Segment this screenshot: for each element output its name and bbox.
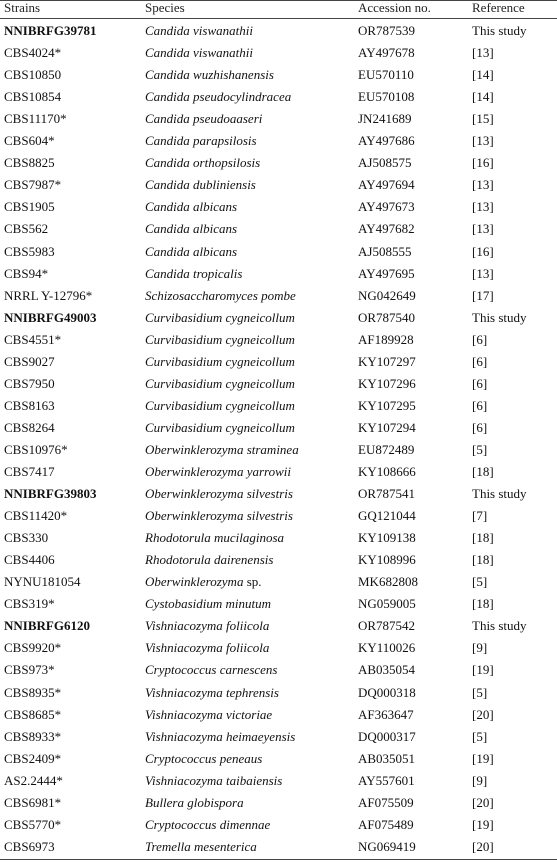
header-species: Species xyxy=(145,0,185,15)
reference-cell: This study xyxy=(472,618,527,634)
table-row xyxy=(0,770,557,792)
table-row xyxy=(0,637,557,659)
accession-cell: AY497673 xyxy=(358,199,415,215)
reference-cell: [18] xyxy=(472,596,494,612)
reference-cell: [16] xyxy=(472,243,494,259)
strain-cell: CBS8825 xyxy=(4,155,55,171)
accession-cell: AF075509 xyxy=(358,794,414,810)
table-row xyxy=(0,307,557,329)
species-name: Cystobasidium minutum xyxy=(145,596,272,612)
strain-cell: CBS8264 xyxy=(4,419,55,435)
species-name: Candida parapsilosis xyxy=(145,133,257,149)
strain-cell: CBS319* xyxy=(4,596,55,612)
reference-cell: [5] xyxy=(472,728,488,744)
reference-cell: [13] xyxy=(472,133,494,149)
species-name: Cryptococcus carnescens xyxy=(145,662,278,678)
species-cell xyxy=(145,329,357,351)
species-cell xyxy=(145,108,357,130)
table-header-rule xyxy=(0,18,557,19)
accession-cell: AJ508575 xyxy=(358,155,412,171)
accession-cell: AY557601 xyxy=(358,772,415,788)
reference-cell: [6] xyxy=(472,353,488,369)
species-cell xyxy=(145,637,357,659)
reference-cell: [13] xyxy=(472,45,494,61)
reference-cell: [20] xyxy=(472,794,494,810)
reference-cell: [13] xyxy=(472,177,494,193)
strain-cell: NNIBRFG39803 xyxy=(4,486,97,502)
strain-cell: CBS330 xyxy=(4,530,49,546)
table-row xyxy=(0,108,557,130)
species-name: Curvibasidium cygneicollum xyxy=(145,397,295,413)
species-name: Rhodotorula dairenensis xyxy=(145,552,274,568)
strain-cell: CBS1905 xyxy=(4,199,55,215)
species-name: Curvibasidium cygneicollum xyxy=(145,375,295,391)
species-cell xyxy=(145,505,357,527)
species-cell xyxy=(145,726,357,748)
table-row xyxy=(0,395,557,417)
accession-cell: EU570108 xyxy=(358,89,415,105)
species-name: Candida orthopsilosis xyxy=(145,155,261,171)
strain-cell: CBS8933* xyxy=(4,728,62,744)
species-name: Rhodotorula mucilaginosa xyxy=(145,530,285,546)
accession-cell: KY107294 xyxy=(358,419,416,435)
table-row xyxy=(0,417,557,439)
reference-cell: [5] xyxy=(472,574,488,590)
accession-cell: AY497678 xyxy=(358,45,415,61)
species-cell xyxy=(145,682,357,704)
reference-cell: [7] xyxy=(472,508,488,524)
strain-cell: NNIBRFG49003 xyxy=(4,309,97,325)
species-cell xyxy=(145,307,357,329)
table-row xyxy=(0,659,557,681)
table-row xyxy=(0,704,557,726)
table-row xyxy=(0,174,557,196)
table-row xyxy=(0,373,557,395)
species-name: Candida tropicalis xyxy=(145,265,243,281)
species-cell xyxy=(145,483,357,505)
species-name: Vishniacozyma heimaeyensis xyxy=(145,728,296,744)
table-row xyxy=(0,152,557,174)
reference-cell: This study xyxy=(472,486,527,502)
table-row xyxy=(0,593,557,615)
strain-cell: NNIBRFG39781 xyxy=(4,23,97,38)
strain-cell: CBS6973 xyxy=(4,838,55,854)
reference-cell: [5] xyxy=(472,441,488,457)
strain-cell: CBS7950 xyxy=(4,375,55,391)
strain-cell: CBS94* xyxy=(4,265,49,281)
accession-cell: OR787542 xyxy=(358,618,416,634)
species-cell xyxy=(145,285,357,307)
reference-cell: [14] xyxy=(472,67,494,83)
species-cell xyxy=(145,417,357,439)
strain-cell: CBS4551* xyxy=(4,331,62,347)
accession-cell: AY497686 xyxy=(358,133,415,149)
table-row xyxy=(0,571,557,593)
table-row xyxy=(0,814,557,836)
strain-cell: CBS4024* xyxy=(4,45,62,61)
strain-cell: CBS10854 xyxy=(4,89,62,105)
species-name: Oberwinklerozyma silvestris xyxy=(145,508,293,524)
strain-cell: CBS9027 xyxy=(4,353,55,369)
reference-cell: [15] xyxy=(472,111,494,127)
reference-cell: This study xyxy=(472,309,527,325)
strain-cell: NRRL Y-12796* xyxy=(4,287,93,303)
accession-cell: KY107297 xyxy=(358,353,416,369)
species-cell xyxy=(145,704,357,726)
accession-cell: NG059005 xyxy=(358,596,416,612)
species-cell xyxy=(145,748,357,770)
strain-cell: NYNU181054 xyxy=(4,574,81,590)
accession-cell: KY110026 xyxy=(358,640,416,656)
accession-cell: EU570110 xyxy=(358,67,414,83)
species-name: Candida viswanathii xyxy=(145,23,253,38)
reference-cell: [16] xyxy=(472,155,494,171)
reference-cell: [14] xyxy=(472,89,494,105)
header-strains: Strains xyxy=(4,0,41,15)
accession-cell: OR787541 xyxy=(358,486,416,502)
accession-cell: KY108996 xyxy=(358,552,416,568)
accession-cell: AF075489 xyxy=(358,816,414,832)
species-name: Vishniacozyma tephrensis xyxy=(145,684,279,700)
species-cell xyxy=(145,659,357,681)
accession-cell: JN241689 xyxy=(358,111,412,127)
strain-cell: CBS604* xyxy=(4,133,55,149)
accession-cell: GQ121044 xyxy=(358,508,416,524)
species-name: Tremella mesenterica xyxy=(145,838,257,854)
accession-cell: KY109138 xyxy=(358,530,416,546)
table-row xyxy=(0,549,557,571)
strain-cell: CBS5983 xyxy=(4,243,55,259)
reference-cell: [19] xyxy=(472,750,494,766)
species-name: Cryptococcus peneaus xyxy=(145,750,263,766)
accession-cell: NG042649 xyxy=(358,287,416,303)
strain-cell: CBS10976* xyxy=(4,441,68,457)
species-cell xyxy=(145,152,357,174)
accession-cell: KY108666 xyxy=(358,464,416,479)
species-name: Oberwinklerozyma straminea xyxy=(145,441,299,457)
species-name: Candida albicans xyxy=(145,221,238,237)
species-cell xyxy=(145,130,357,152)
table-row xyxy=(0,218,557,240)
accession-cell: KY107296 xyxy=(358,375,416,391)
table-row xyxy=(0,726,557,748)
table-row xyxy=(0,748,557,770)
species-cell xyxy=(145,351,357,373)
accession-cell: AB035051 xyxy=(358,750,416,766)
table-row xyxy=(0,836,557,858)
species-name: Schizosaccharomyces pombe xyxy=(145,287,296,303)
reference-cell: [6] xyxy=(472,397,488,413)
strain-cell: AS2.2444* xyxy=(4,772,63,788)
species-cell xyxy=(145,373,357,395)
accession-cell: AY497682 xyxy=(358,221,415,237)
species-name: Oberwinklerozyma xyxy=(145,574,244,590)
strain-cell: CBS9920* xyxy=(4,640,62,656)
reference-cell: [18] xyxy=(472,530,494,546)
species-cell xyxy=(145,395,357,417)
species-cell xyxy=(145,174,357,196)
accession-cell: AY497694 xyxy=(358,177,415,193)
table-row xyxy=(0,285,557,307)
table-row xyxy=(0,682,557,704)
species-name: Candida pseudoaaseri xyxy=(145,111,263,127)
table-bottom-rule xyxy=(0,859,557,860)
reference-cell: [6] xyxy=(472,419,488,435)
accession-cell: MK682808 xyxy=(358,574,418,590)
accession-cell: DQ000317 xyxy=(358,728,416,744)
strain-cell: CBS2409* xyxy=(4,750,62,766)
reference-cell: [20] xyxy=(472,706,494,722)
species-name: Curvibasidium cygneicollum xyxy=(145,309,295,325)
species-cell xyxy=(145,461,357,483)
species-name: Curvibasidium cygneicollum xyxy=(145,353,295,369)
table-header xyxy=(0,0,557,18)
table-row xyxy=(0,263,557,285)
species-name: Cryptococcus dimennae xyxy=(145,816,271,832)
table-row xyxy=(0,196,557,218)
strain-cell: CBS11420* xyxy=(4,508,68,524)
species-cell xyxy=(145,439,357,461)
table-row xyxy=(0,329,557,351)
strain-cell: CBS10850 xyxy=(4,67,62,83)
species-name: Curvibasidium cygneicollum xyxy=(145,419,295,435)
header-accession: Accession no. xyxy=(358,0,431,15)
reference-cell: [17] xyxy=(472,287,494,303)
accession-cell: OR787540 xyxy=(358,309,416,325)
reference-cell: [9] xyxy=(472,640,488,656)
strain-cell: NNIBRFG6120 xyxy=(4,618,90,634)
species-name: Candida dubliniensis xyxy=(145,177,256,193)
species-cell xyxy=(145,571,357,593)
strain-cell: CBS8935* xyxy=(4,684,62,700)
accession-cell: AJ508555 xyxy=(358,243,412,259)
species-cell xyxy=(145,527,357,549)
strain-cell: CBS973* xyxy=(4,662,55,678)
species-cell xyxy=(145,42,357,64)
strain-cell: CBS11170* xyxy=(4,111,67,127)
table-row xyxy=(0,792,557,814)
species-name: Vishniacozyma victoriae xyxy=(145,706,273,722)
table-row xyxy=(0,351,557,373)
species-suffix: sp. xyxy=(243,574,262,590)
reference-cell: [13] xyxy=(472,265,494,281)
strain-cell: CBS7417 xyxy=(4,464,55,479)
accession-cell: AF189928 xyxy=(358,331,414,347)
accession-cell: OR787539 xyxy=(358,23,416,38)
strain-cell: CBS8685* xyxy=(4,706,62,722)
strain-cell: CBS562 xyxy=(4,221,49,237)
reference-cell: [6] xyxy=(472,331,488,347)
table-row xyxy=(0,42,557,64)
species-name: Candida wuzhishanensis xyxy=(145,67,274,83)
species-cell xyxy=(145,814,357,836)
species-name: Bullera globispora xyxy=(145,794,244,810)
species-cell xyxy=(145,64,357,86)
species-cell xyxy=(145,615,357,637)
species-name: Candida albicans xyxy=(145,243,238,259)
reference-cell: [20] xyxy=(472,838,494,854)
reference-cell: [19] xyxy=(472,662,494,678)
species-cell xyxy=(145,836,357,858)
accession-cell: AB035054 xyxy=(358,662,416,678)
species-name: Vishniacozyma foliicola xyxy=(145,618,270,634)
species-cell xyxy=(145,770,357,792)
reference-cell: [13] xyxy=(472,199,494,215)
strain-cell: CBS4406 xyxy=(4,552,55,568)
table-row xyxy=(0,241,557,263)
species-cell xyxy=(145,593,357,615)
species-cell xyxy=(145,86,357,108)
accession-cell: DQ000318 xyxy=(358,684,416,700)
species-cell xyxy=(145,549,357,571)
reference-cell: [13] xyxy=(472,221,494,237)
species-cell xyxy=(145,218,357,240)
table-row xyxy=(0,483,557,505)
table-row xyxy=(0,86,557,108)
table-row xyxy=(0,505,557,527)
reference-cell: [18] xyxy=(472,552,494,568)
table-row xyxy=(0,64,557,86)
table-row xyxy=(0,527,557,549)
reference-cell: [5] xyxy=(472,684,488,700)
species-name: Candida pseudocylindracea xyxy=(145,89,292,105)
reference-cell: [6] xyxy=(472,375,488,391)
table-row xyxy=(0,439,557,461)
header-reference: Reference xyxy=(472,0,525,15)
species-name: Vishniacozyma taibaiensis xyxy=(145,772,283,788)
table-row xyxy=(0,615,557,637)
accession-cell: AF363647 xyxy=(358,706,414,722)
accession-cell: KY107295 xyxy=(358,397,416,413)
species-cell xyxy=(145,20,357,42)
table-row xyxy=(0,461,557,483)
strain-cell: CBS8163 xyxy=(4,397,55,413)
strain-cell: CBS6981* xyxy=(4,794,62,810)
species-cell xyxy=(145,263,357,285)
species-cell xyxy=(145,196,357,218)
reference-cell: [19] xyxy=(472,816,494,832)
accession-cell: NG069419 xyxy=(358,838,416,854)
reference-cell: [9] xyxy=(472,772,488,788)
table-row xyxy=(0,130,557,152)
reference-cell: [18] xyxy=(472,464,494,479)
species-name: Oberwinklerozyma yarrowii xyxy=(145,464,291,479)
species-cell xyxy=(145,241,357,263)
species-name: Vishniacozyma foliicola xyxy=(145,640,270,656)
accession-cell: EU872489 xyxy=(358,441,415,457)
species-name: Candida viswanathii xyxy=(145,45,253,61)
species-name: Curvibasidium cygneicollum xyxy=(145,331,295,347)
strain-cell: CBS7987* xyxy=(4,177,62,193)
table-row xyxy=(0,20,557,42)
accession-cell: AY497695 xyxy=(358,265,415,281)
species-cell xyxy=(145,792,357,814)
strain-cell: CBS5770* xyxy=(4,816,62,832)
species-name: Candida albicans xyxy=(145,199,238,215)
species-name: Oberwinklerozyma silvestris xyxy=(145,486,293,502)
reference-cell: This study xyxy=(472,23,527,38)
